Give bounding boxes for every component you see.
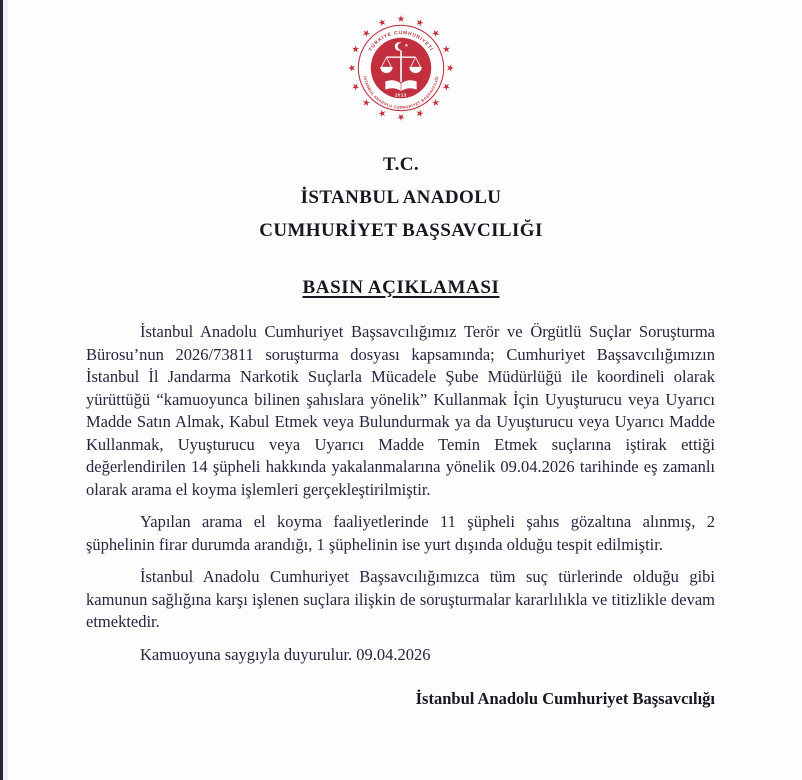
justice-seal-icon <box>347 14 455 122</box>
screen-left-edge-highlight <box>3 0 8 780</box>
prosecutor-office-emblem <box>347 14 455 122</box>
document-header <box>0 148 802 247</box>
header-cumhuriyet-bassavciligi: CUMHURİYET BAŞSAVCILIĞI <box>259 220 543 241</box>
header-tc: T.C. <box>382 154 420 175</box>
signature-line: İstanbul Anadolu Cumhuriyet Başsavcılığı <box>415 689 715 708</box>
paragraph-detention-results: Yapılan arama el koyma faaliyetlerinde 11 şüpheli şahıs gözaltına alınmış, 2 şüphelinin firar durumda arandığı, 1 şüphelinin ise yurt dışında olduğu tespit edilmiştir. <box>86 512 715 554</box>
closing-line: Kamuoyuna saygıyla duyurulur. 09.04.2026 <box>140 644 431 664</box>
header-istanbul-anadolu: İSTANBUL ANADOLU <box>300 187 502 208</box>
seal-ring-text-bottom: İSTANBUL ANADOLU CUMHURİYET BAŞSAVCILIĞI <box>362 75 440 110</box>
paragraph-investigation-details: İstanbul Anadolu Cumhuriyet Başsavcılığımız Terör ve Örgütlü Suçlar Soruşturma Bürosu’nun 2026/73811 soruşturma dosyası kapsamında; Cumhuriyet Başsavcılığımızın İstanbul İl Jandarma Narkotik Suçlarla Mücadele Şube Müdürlüğü ile koordineli olarak yürüttüğü “kamuoyunca bilinen şahıslara yönelik” Kullanmak İçin Uyuşturucu veya Uyarıcı Madde Satın Almak, Kabul Etmek veya Bulundurmak ya da Uyuşturucu veya Uyarıcı Madde Kullanmak, Uyuşturucu veya Uyarıcı Madde Temin Etmek suçlarına iştirak ettiği değerlendirilen 14 şüpheli hakkında yakalanmalarına yönelik 09.04.2026 tarihinde eş zamanlı olarak arama el koyma işlemleri gerçekleştirilmiştir. <box>86 322 715 499</box>
press-release-title: BASIN AÇIKLAMASI <box>302 277 500 298</box>
document-body <box>86 321 715 711</box>
paragraph-commitment-statement: İstanbul Anadolu Cumhuriyet Başsavcılığımızca tüm suç türlerinde olduğu gibi kamunun sağlığına karşı işlenen suçlara ilişkin de soruşturmalar kararlılıkla ve titizlikle devam etmektedir. <box>86 567 715 631</box>
seal-ring-text-top: TÜRKİYE CUMHURİYETİ <box>368 30 434 53</box>
seal-year: 2013 <box>395 92 407 98</box>
